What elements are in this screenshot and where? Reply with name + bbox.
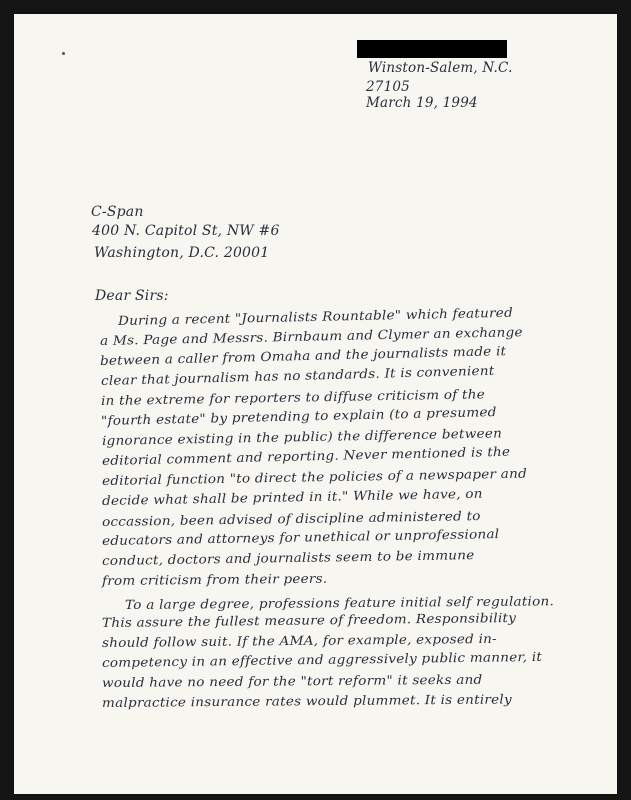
body-line: between a caller from Omaha and the journalists made it [99,343,507,368]
body-line: During a recent "Journalists Rountable" which featured [117,304,514,328]
body-line: would have no need for the "tort reform" it seeks and [101,671,483,690]
recipient-street: 400 N. Capitol St, NW #6 [92,223,280,239]
body-line: conduct, doctors and journalists seem to be immune [101,547,475,568]
body-line: To a large degree, professions feature initial self regulation. [124,593,555,612]
body-line: editorial comment and reporting. Never mentioned is the [101,443,511,468]
body-line: editorial function "to direct the policies of a newspaper and [101,465,528,488]
body-line: competency in an effective and aggressively public manner, it [101,648,543,670]
body-line: This assure the fullest measure of freedom. Responsibility [101,609,517,630]
redaction-bar [357,40,507,58]
body-line: decide what shall be printed in it." While we have, on [101,485,483,508]
body-line: malpractice insurance rates would plummet. It is entirely [101,691,512,710]
recipient-city: Washington, D.C. 20001 [94,245,270,261]
body-line: occassion, been advised of discipline administered to [101,508,481,529]
body-line: in the extreme for reporters to diffuse criticism of the [100,386,486,408]
body-line: clear that journalism has no standards. It is convenient [100,362,495,388]
body-line: ignorance existing in the public) the difference between [101,425,503,448]
sender-zip: 27105 [366,79,410,95]
body-line: should follow suit. If the AMA, for example, exposed in- [101,630,497,650]
body-line: "fourth estate" by pretending to explain (to a presumed [100,404,497,428]
body-line: from criticism from their peers. [101,570,328,588]
letter-date: March 19, 1994 [366,95,478,111]
sender-city: Winston-Salem, N.C. [368,60,513,76]
body-line: a Ms. Page and Messrs. Birnbaum and Clymer an exchange [99,324,523,348]
ink-speck [62,52,65,55]
salutation: Dear Sirs: [95,288,169,304]
recipient-name: C-Span [91,204,144,220]
body-line: educators and attorneys for unethical or unprofessional [101,526,500,548]
